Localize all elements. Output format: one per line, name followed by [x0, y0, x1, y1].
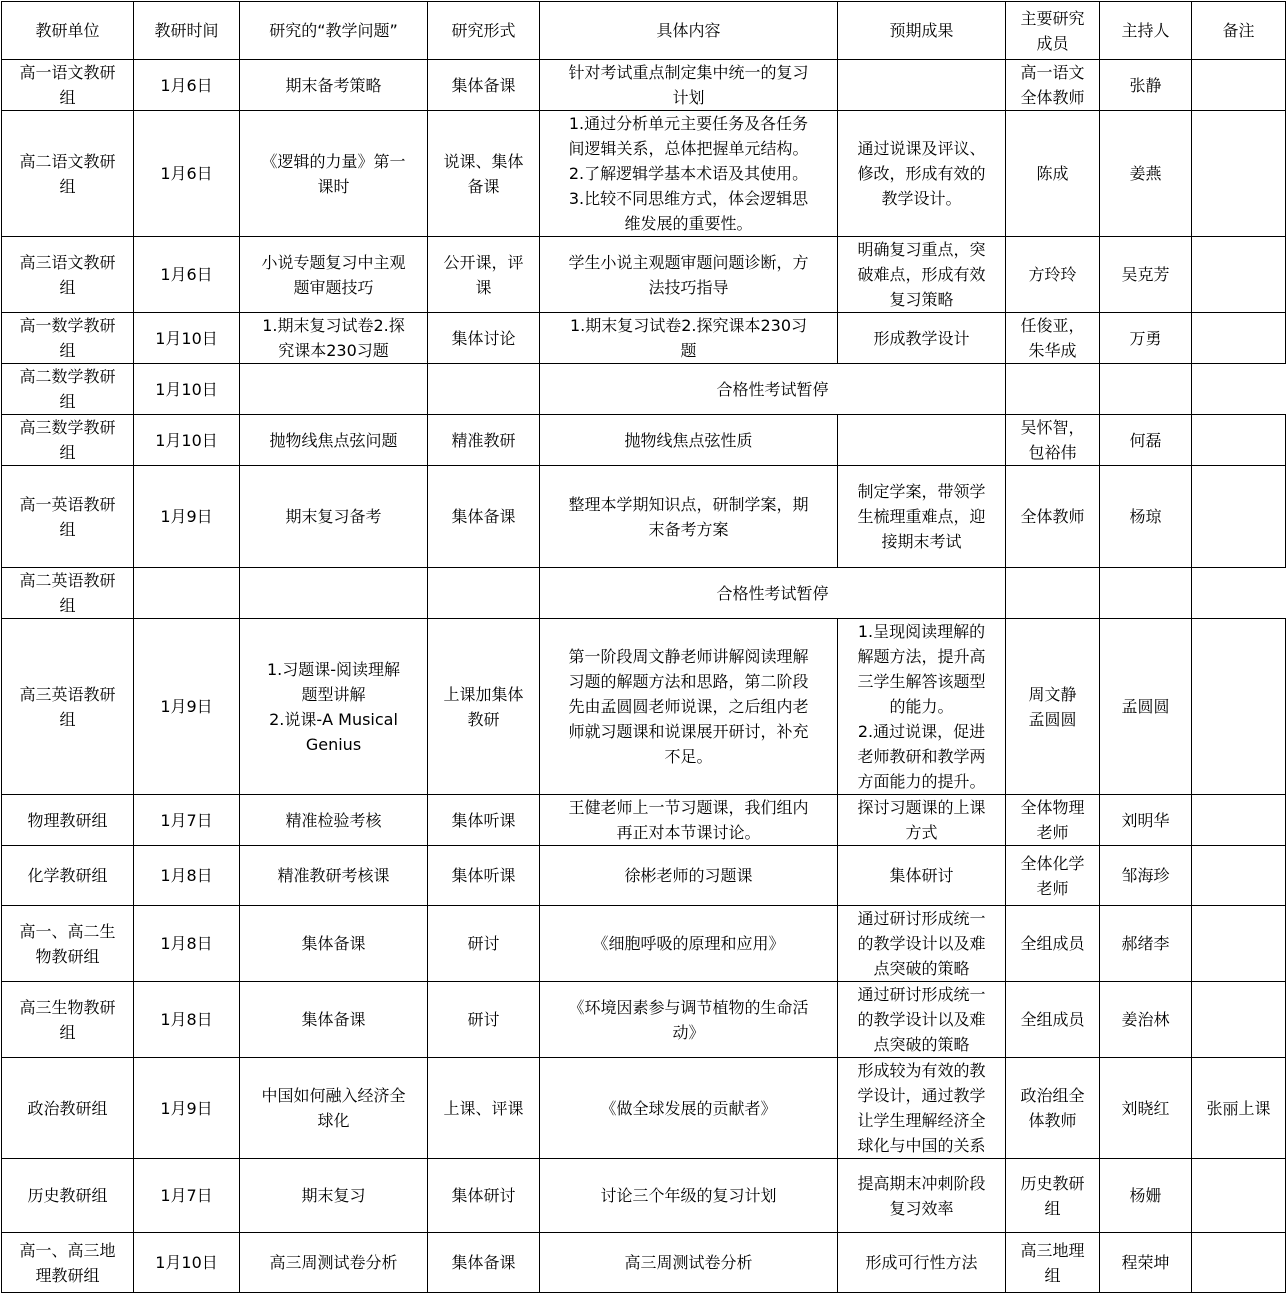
cell-members: 全体化学 老师	[1006, 846, 1100, 906]
header-host: 主持人	[1100, 2, 1192, 60]
cell-note	[1192, 60, 1286, 111]
cell-note	[1192, 906, 1286, 982]
header-form: 研究形式	[428, 2, 540, 60]
cell-outcome: 形成可行性方法	[838, 1233, 1006, 1293]
cell-host: 孟圆圆	[1100, 619, 1192, 795]
cell-time: 1月6日	[134, 237, 240, 313]
cell-problem: 高三周测试卷分析	[240, 1233, 428, 1293]
cell-members: 方玲玲	[1006, 237, 1100, 313]
cell-form: 集体研讨	[428, 1159, 540, 1233]
table-row	[2, 846, 1286, 906]
cell-members: 高三地理 组	[1006, 1233, 1100, 1293]
cell-host: 邹海珍	[1100, 846, 1192, 906]
table-row	[2, 415, 1286, 466]
cell-content: 《环境因素参与调节植物的生命活 动》	[540, 982, 838, 1058]
cell-unit: 高一语文教研 组	[2, 60, 134, 111]
cell-content: 《做全球发展的贡献者》	[540, 1058, 838, 1159]
cell-content: 徐彬老师的习题课	[540, 846, 838, 906]
cell-unit: 高三语文教研 组	[2, 237, 134, 313]
cell-time	[134, 568, 240, 619]
cell-members: 全组成员	[1006, 982, 1100, 1058]
cell-members: 政治组全 体教师	[1006, 1058, 1100, 1159]
cell-note	[1192, 415, 1286, 466]
table-row	[2, 60, 1286, 111]
cell-problem: 集体备课	[240, 982, 428, 1058]
cell-time: 1月8日	[134, 846, 240, 906]
cell-note	[1100, 568, 1192, 619]
cell-form: 精准教研	[428, 415, 540, 466]
header-unit: 教研单位	[2, 2, 134, 60]
cell-time: 1月6日	[134, 111, 240, 237]
cell-outcome: 提高期末冲刺阶段 复习效率	[838, 1159, 1006, 1233]
cell-host: 张静	[1100, 60, 1192, 111]
header-members: 主要研究 成员	[1006, 2, 1100, 60]
cell-host: 吴克芳	[1100, 237, 1192, 313]
cell-host: 姜治林	[1100, 982, 1192, 1058]
table-row	[2, 982, 1286, 1058]
cell-merged: 合格性考试暂停	[540, 364, 1006, 415]
cell-time: 1月9日	[134, 466, 240, 568]
cell-content: 针对考试重点制定集中统一的复习 计划	[540, 60, 838, 111]
cell-host: 何磊	[1100, 415, 1192, 466]
cell-note	[1192, 1159, 1286, 1233]
table-row	[2, 568, 1286, 619]
cell-form: 集体备课	[428, 60, 540, 111]
cell-outcome: 形成教学设计	[838, 313, 1006, 364]
cell-form: 研讨	[428, 982, 540, 1058]
table-row	[2, 364, 1286, 415]
cell-time: 1月10日	[134, 313, 240, 364]
cell-outcome: 通过研讨形成统一 的教学设计以及难 点突破的策略	[838, 982, 1006, 1058]
cell-content: 1.期末复习试卷2.探究课本230习 题	[540, 313, 838, 364]
cell-form: 公开课，评 课	[428, 237, 540, 313]
table-row	[2, 1233, 1286, 1293]
cell-form: 集体听课	[428, 795, 540, 846]
cell-form: 集体讨论	[428, 313, 540, 364]
research-schedule-table	[1, 1, 1286, 1293]
cell-content: 学生小说主观题审题问题诊断，方 法技巧指导	[540, 237, 838, 313]
cell-time: 1月10日	[134, 415, 240, 466]
cell-problem	[240, 568, 428, 619]
cell-outcome: 形成较为有效的教 学设计，通过教学 让学生理解经济全 球化与中国的关系	[838, 1058, 1006, 1159]
cell-members: 历史教研 组	[1006, 1159, 1100, 1233]
cell-unit: 高三英语教研 组	[2, 619, 134, 795]
cell-unit: 政治教研组	[2, 1058, 134, 1159]
cell-content: 《细胞呼吸的原理和应用》	[540, 906, 838, 982]
cell-content: 王健老师上一节习题课，我们组内 再正对本节课讨论。	[540, 795, 838, 846]
cell-content: 整理本学期知识点，研制学案，期 末备考方案	[540, 466, 838, 568]
header-row	[2, 2, 1286, 60]
cell-host: 刘明华	[1100, 795, 1192, 846]
cell-note	[1192, 313, 1286, 364]
cell-host: 杨琼	[1100, 466, 1192, 568]
cell-members: 吴怀智， 包裕伟	[1006, 415, 1100, 466]
cell-problem: 集体备课	[240, 906, 428, 982]
cell-problem: 抛物线焦点弦问题	[240, 415, 428, 466]
cell-members: 全体教师	[1006, 466, 1100, 568]
cell-unit: 高一英语教研 组	[2, 466, 134, 568]
cell-members: 全体物理 老师	[1006, 795, 1100, 846]
cell-problem: 精准教研考核课	[240, 846, 428, 906]
cell-form: 研讨	[428, 906, 540, 982]
cell-unit: 物理教研组	[2, 795, 134, 846]
cell-time: 1月7日	[134, 1159, 240, 1233]
cell-host	[1006, 364, 1100, 415]
cell-note	[1192, 466, 1286, 568]
cell-problem: 精准检验考核	[240, 795, 428, 846]
cell-problem: 期末备考策略	[240, 60, 428, 111]
cell-host: 刘晓红	[1100, 1058, 1192, 1159]
table-row	[2, 313, 1286, 364]
cell-form: 上课、评课	[428, 1058, 540, 1159]
cell-unit: 高三生物教研 组	[2, 982, 134, 1058]
table-row	[2, 619, 1286, 795]
cell-host: 万勇	[1100, 313, 1192, 364]
cell-outcome: 制定学案，带领学 生梳理重难点，迎 接期末考试	[838, 466, 1006, 568]
table-row	[2, 795, 1286, 846]
cell-outcome: 探讨习题课的上课 方式	[838, 795, 1006, 846]
cell-form: 说课、集体 备课	[428, 111, 540, 237]
cell-time: 1月6日	[134, 60, 240, 111]
cell-outcome: 通过说课及评议、 修改，形成有效的 教学设计。	[838, 111, 1006, 237]
cell-merged: 合格性考试暂停	[540, 568, 1006, 619]
header-time: 教研时间	[134, 2, 240, 60]
cell-form: 上课加集体 教研	[428, 619, 540, 795]
cell-members: 高一语文 全体教师	[1006, 60, 1100, 111]
cell-unit: 化学教研组	[2, 846, 134, 906]
header-problem: 研究的“教学问题”	[240, 2, 428, 60]
cell-outcome	[838, 415, 1006, 466]
cell-outcome: 1.呈现阅读理解的 解题方法，提升高 三学生解答该题型 的能力。 2.通过说课，促进 老师教研和教学两 方面能力的提升。	[838, 619, 1006, 795]
header-content: 具体内容	[540, 2, 838, 60]
cell-problem: 期末复习备考	[240, 466, 428, 568]
header-outcome: 预期成果	[838, 2, 1006, 60]
cell-note	[1192, 982, 1286, 1058]
cell-host: 郝绪李	[1100, 906, 1192, 982]
cell-form: 集体听课	[428, 846, 540, 906]
cell-host	[1006, 568, 1100, 619]
cell-time: 1月8日	[134, 982, 240, 1058]
cell-host: 姜燕	[1100, 111, 1192, 237]
cell-content: 抛物线焦点弦性质	[540, 415, 838, 466]
cell-outcome: 通过研讨形成统一 的教学设计以及难 点突破的策略	[838, 906, 1006, 982]
cell-content: 1.通过分析单元主要任务及各任务 间逻辑关系，总体把握单元结构。 2.了解逻辑学基本术语及其使用。 3.比较不同思维方式，体会逻辑思 维发展的重要性。	[540, 111, 838, 237]
cell-unit: 高一、高二生 物教研组	[2, 906, 134, 982]
cell-members: 全组成员	[1006, 906, 1100, 982]
cell-form: 集体备课	[428, 1233, 540, 1293]
cell-form	[428, 364, 540, 415]
cell-host: 程荣坤	[1100, 1233, 1192, 1293]
cell-content: 第一阶段周文静老师讲解阅读理解 习题的解题方法和思路，第二阶段 先由孟圆圆老师说课，之后组内老 师就习题课和说课展开研讨，补充 不足。	[540, 619, 838, 795]
cell-host: 杨姗	[1100, 1159, 1192, 1233]
table-row	[2, 906, 1286, 982]
cell-problem: 1.习题课-阅读理解 题型讲解 2.说课-A Musical Genius	[240, 619, 428, 795]
cell-note: 张丽上课	[1192, 1058, 1286, 1159]
cell-unit: 高二数学教研 组	[2, 364, 134, 415]
cell-unit: 高二英语教研 组	[2, 568, 134, 619]
cell-note	[1192, 619, 1286, 795]
cell-time: 1月10日	[134, 1233, 240, 1293]
cell-time: 1月7日	[134, 795, 240, 846]
table-row	[2, 1159, 1286, 1233]
cell-form: 集体备课	[428, 466, 540, 568]
cell-unit: 高一数学教研 组	[2, 313, 134, 364]
table-row	[2, 1058, 1286, 1159]
cell-unit: 高三数学教研 组	[2, 415, 134, 466]
cell-content: 讨论三个年级的复习计划	[540, 1159, 838, 1233]
cell-unit: 高二语文教研 组	[2, 111, 134, 237]
table-row	[2, 466, 1286, 568]
cell-problem: 小说专题复习中主观 题审题技巧	[240, 237, 428, 313]
cell-note	[1192, 846, 1286, 906]
cell-note	[1192, 1233, 1286, 1293]
table-row	[2, 111, 1286, 237]
cell-unit: 高一、高三地 理教研组	[2, 1233, 134, 1293]
cell-outcome	[838, 60, 1006, 111]
cell-members: 周文静 孟圆圆	[1006, 619, 1100, 795]
cell-time: 1月8日	[134, 906, 240, 982]
cell-members: 陈成	[1006, 111, 1100, 237]
cell-time: 1月10日	[134, 364, 240, 415]
cell-form	[428, 568, 540, 619]
table-row	[2, 237, 1286, 313]
cell-note	[1100, 364, 1192, 415]
cell-problem: 中国如何融入经济全 球化	[240, 1058, 428, 1159]
cell-time: 1月9日	[134, 1058, 240, 1159]
cell-outcome: 集体研讨	[838, 846, 1006, 906]
cell-unit: 历史教研组	[2, 1159, 134, 1233]
cell-problem: 1.期末复习试卷2.探 究课本230习题	[240, 313, 428, 364]
header-note: 备注	[1192, 2, 1286, 60]
cell-note	[1192, 237, 1286, 313]
cell-members: 任俊亚， 朱华成	[1006, 313, 1100, 364]
cell-time: 1月9日	[134, 619, 240, 795]
cell-problem	[240, 364, 428, 415]
cell-note	[1192, 111, 1286, 237]
cell-problem: 《逻辑的力量》第一 课时	[240, 111, 428, 237]
cell-problem: 期末复习	[240, 1159, 428, 1233]
cell-content: 高三周测试卷分析	[540, 1233, 838, 1293]
cell-outcome: 明确复习重点，突 破难点，形成有效 复习策略	[838, 237, 1006, 313]
cell-note	[1192, 795, 1286, 846]
